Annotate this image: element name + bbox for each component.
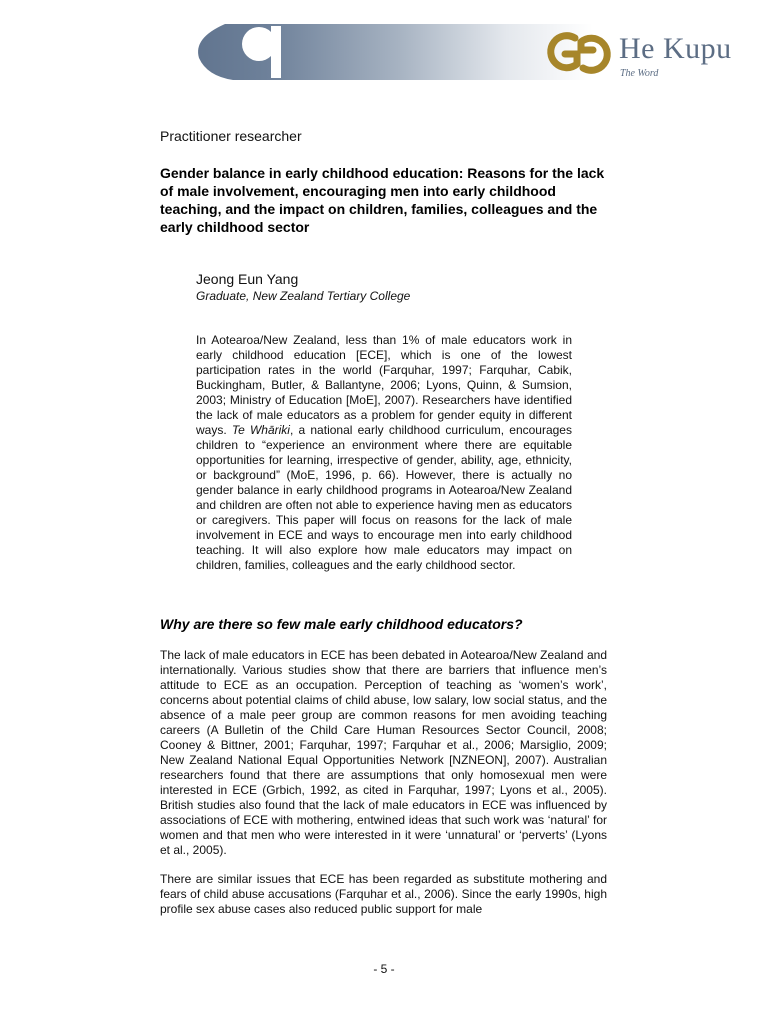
page-number: - 5 - (373, 962, 395, 976)
banner-swirl-graphic (163, 24, 593, 80)
logo-name: He Kupu (619, 32, 732, 65)
author-affiliation: Graduate, New Zealand Tertiary College (196, 289, 411, 303)
article-category: Practitioner researcher (160, 128, 302, 144)
article-title: Gender balance in early childhood education: Reasons for the lack of male involvement, encouraging men into early childhood teaching, and the impact on children, families, colleagues and the early childhood sector (160, 165, 605, 235)
he-kupu-logo (543, 28, 753, 84)
abstract-emphasis: Te Whāriki (231, 423, 290, 437)
logo-tagline: The Word (620, 68, 659, 79)
section-heading: Why are there so few male early childhood educators? (160, 616, 523, 632)
header-banner (163, 24, 593, 80)
abstract-paragraph (196, 333, 572, 573)
author-name: Jeong Eun Yang (196, 271, 299, 287)
abstract-text-part1: In Aotearoa/New Zealand, less than 1% of male educators work in early childhood education [ECE], which is one of the lowest participation rates in the world (Farquhar, 1997; Farquhar, Cabik, Buckingham, Butler, & Ballantyne, 2006; Lyons, Quinn, & Sumsion, 2003; Ministry of Education [MoE], 2007). Researchers have identified the lack of male educators as a problem for gender equity in different ways. (196, 333, 572, 437)
body-paragraph: There are similar issues that ECE has been regarded as substitute mothering and fears of child abuse accusations (Farquhar et al., 2006). Since the early 1990s, high profile sex abuse cases also reduced public support for male (160, 872, 607, 916)
abstract-text-part2: , a national early childhood curriculum, encourages children to “experience an environment where there are equitable opportunities for learning, irrespective of gender, ability, age, ethnicity, or background” (MoE, 1996, p. 66). However, there is actually no gender balance in early childhood programs in Aotearoa/New Zealand and children are often not able to experience having men as educators or caregivers. This paper will focus on reasons for the lack of male involvement in ECE and ways to encourage men into early childhood teaching. It will also explore how male educators may impact on children, families, colleagues and the early childhood sector. (196, 423, 572, 572)
logo-mark-icon (543, 28, 613, 78)
body-paragraph: The lack of male educators in ECE has been debated in Aotearoa/New Zealand and internationally. Various studies show that there are barriers that influence men’s attitude to ECE as an occupation. Perception of teaching as ‘women’s work’, concerns about potential claims of child abuse, low salary, low social status, and the absence of a male peer group are common reasons for men avoiding teaching careers (A Bulletin of the Child Care Human Resources Sector Council, 2008; Cooney & Bittner, 2001; Farquhar, 1997; Farquhar et al., 2006; Marsiglio, 2009; New Zealand National Equal Opportunities Network [NZNEON], 2007). Australian researchers found that there are assumptions that only homosexual men were interested in ECE (Grbich, 1992, as cited in Farquhar, 1997; Lyons et al., 2005). British studies also found that the lack of male educators in ECE was influenced by associations of ECE with mothering, entwined ideas that such work was ‘natural’ for women and that men who were interested in it were ‘unnatural’ or ‘perverts’ (Lyons et al., 2005). (160, 648, 607, 857)
